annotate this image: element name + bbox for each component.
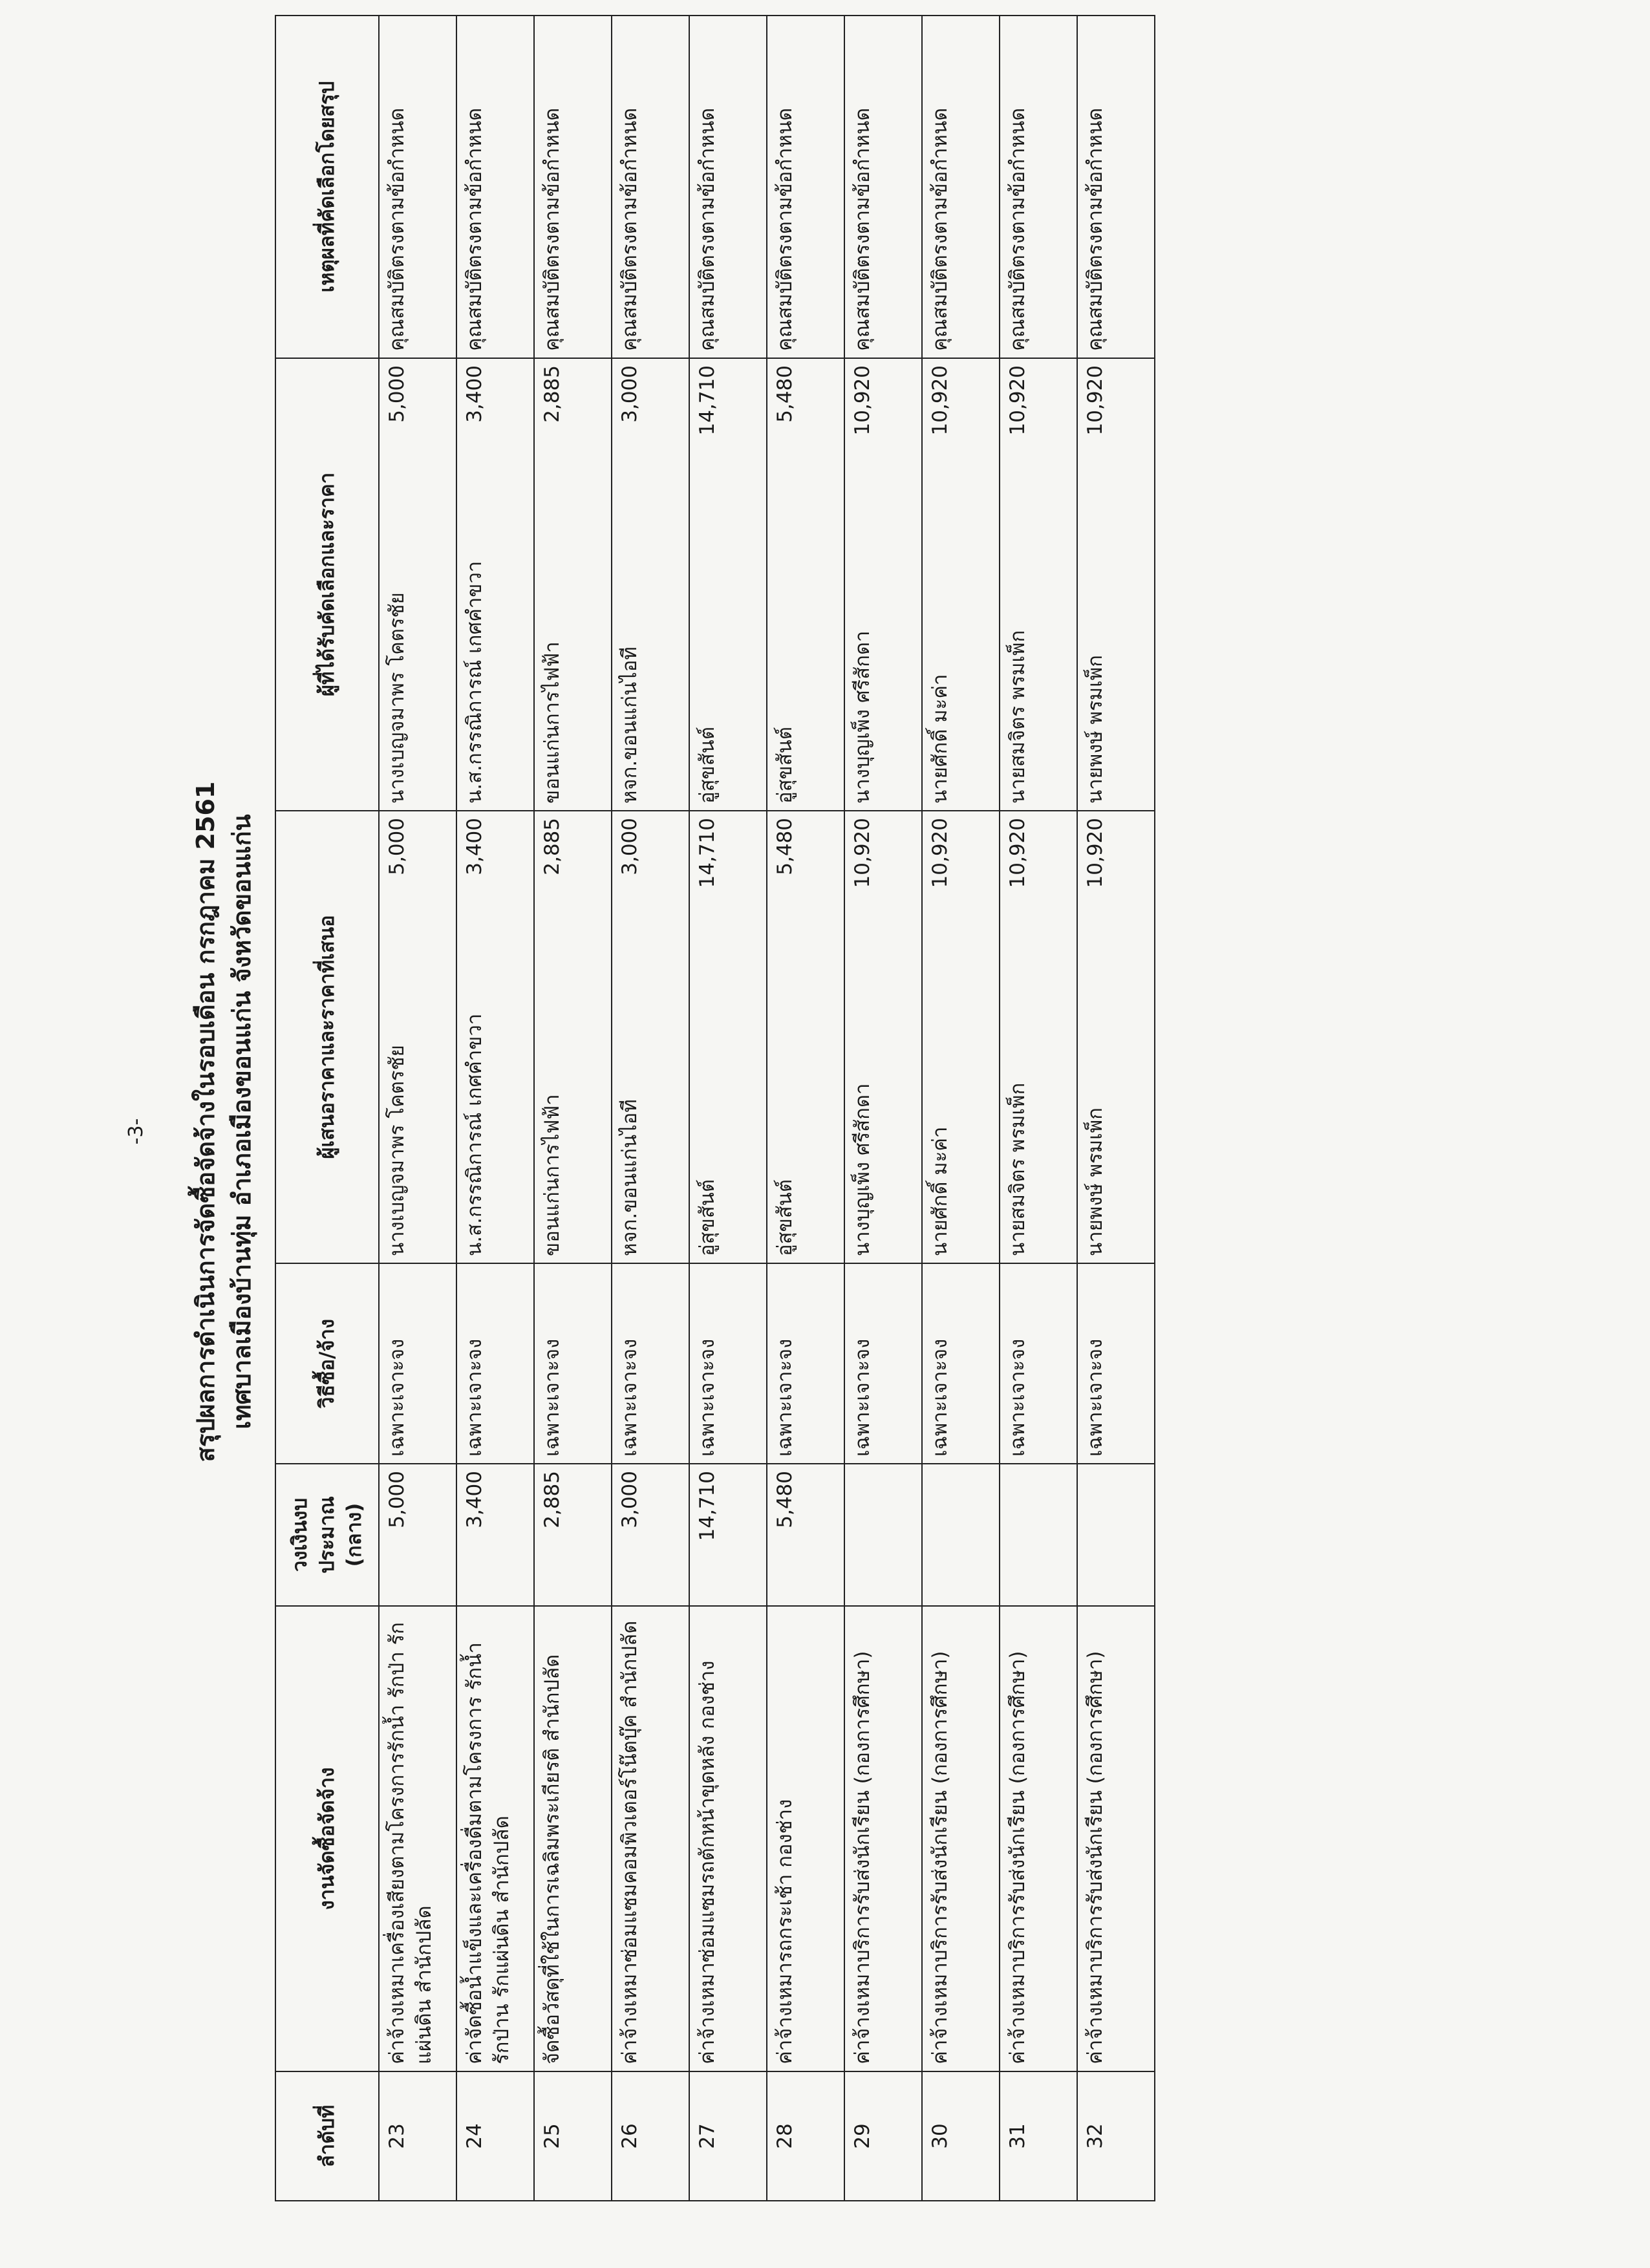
cell-reason (534, 16, 612, 358)
item-description: ค่าจ้างเหมาเครื่องเสียงตามโครงการรักน้ำ รักป่า รักแผ่นดิน สำนักปลัด (385, 1622, 436, 2064)
cell-no (922, 2071, 1000, 2201)
cell-reason (922, 16, 1000, 358)
budget-value: 14,710 (696, 1471, 719, 1541)
cell-reason (379, 16, 456, 358)
cell-bidder (689, 811, 767, 1263)
cell-method (844, 1263, 922, 1464)
budget-value: 3,400 (463, 1471, 486, 1528)
cell-method (689, 1263, 767, 1464)
cell-item (922, 1606, 1000, 2071)
cell-no (1077, 2071, 1155, 2201)
table-row (534, 16, 612, 2201)
cell-reason (1077, 16, 1155, 358)
cell-method (922, 1263, 1000, 1464)
table-row (767, 16, 844, 2201)
budget-value: 5,480 (773, 1471, 797, 1528)
win-price: 14,710 (696, 365, 719, 436)
item-description: ค่าจัดซื้อน้ำแข็งและเครื่องดื่มตามโครงการ รักน้ำ รักป่าน รักแผ่นดิน สำนักปลัด (463, 1642, 513, 2064)
cell-budget (456, 1464, 534, 1606)
method-value: เฉพาะเจาะจง (1084, 1338, 1107, 1457)
row-number: 27 (696, 2123, 719, 2149)
cell-no (689, 2071, 767, 2201)
item-description: ค่าจ้างเหมาซ่อมแซมคอมพิวเตอร์โน๊ตบุ๊ค สำนักปลัด (618, 1620, 641, 2064)
cell-budget (844, 1464, 922, 1606)
bidder-name: นายศักดิ์ มะค่า (928, 1126, 952, 1256)
method-value: เฉพาะเจาะจง (385, 1338, 409, 1457)
cell-item (534, 1606, 612, 2071)
row-number: 29 (851, 2123, 874, 2149)
cell-no (612, 2071, 689, 2201)
bidder-name: นางบุญเพ็ง ศรีสักดา (851, 1083, 874, 1256)
row-number: 23 (385, 2123, 409, 2149)
win-price: 3,000 (618, 365, 641, 423)
budget-value: 5,000 (385, 1471, 409, 1528)
cell-item (767, 1606, 844, 2071)
table-body (379, 16, 1155, 2201)
row-number: 28 (773, 2123, 797, 2149)
cell-winner (1077, 358, 1155, 811)
method-value: เฉพาะเจาะจง (618, 1338, 641, 1457)
method-value: เฉพาะเจาะจง (773, 1338, 797, 1457)
item-description: ค่าจ้างเหมาบริการรับส่งนักเรียน (กองการศึกษา) (1006, 1651, 1029, 2064)
cell-item (1000, 1606, 1077, 2071)
cell-budget (922, 1464, 1000, 1606)
cell-budget (1077, 1464, 1155, 1606)
reason-value: คุณสมบัติตรงตามข้อกำหนด (1006, 107, 1029, 351)
bid-price: 10,920 (1084, 818, 1107, 888)
header-budget: วงเงินงบประมาณ (กลาง) (275, 1464, 379, 1606)
bid-price: 10,920 (851, 818, 874, 888)
title-block (188, 16, 272, 2227)
document-subtitle: เทศบาลเมืองบ้านทุ่ม อำเภอเมืองขอนแก่น จังหวัดขอนแก่น (228, 814, 256, 1429)
procurement-table-wrap (275, 16, 1155, 2201)
win-price: 10,920 (851, 365, 874, 436)
cell-winner (844, 358, 922, 811)
table-row (1000, 16, 1077, 2201)
win-price: 10,920 (1084, 365, 1107, 436)
cell-bidder (379, 811, 456, 1263)
cell-winner (1000, 358, 1077, 811)
table-row (456, 16, 534, 2201)
cell-method (612, 1263, 689, 1464)
page-number: -3- (124, 1118, 147, 1145)
winner-name: ขอนแก่นการไฟฟ้า (541, 641, 564, 804)
winner-name: น.ส.กรรณิการณ์ เกศคำขวา (463, 561, 486, 804)
win-price: 10,920 (928, 365, 952, 436)
header-winner: ผู้ที่ได้รับคัดเลือกและราคา (275, 358, 379, 811)
header-method: วิธีซื้อ/จ้าง (275, 1263, 379, 1464)
item-description: ค่าจ้างเหมาบริการรับส่งนักเรียน (กองการศึกษา) (928, 1651, 952, 2064)
cell-reason (612, 16, 689, 358)
cell-no (456, 2071, 534, 2201)
bid-price: 3,400 (463, 818, 486, 875)
cell-bidder (612, 811, 689, 1263)
winner-name: อู่สุขสันต์ (696, 727, 719, 804)
cell-reason (767, 16, 844, 358)
header-bidders: ผู้เสนอราคาและราคาที่เสนอ (275, 811, 379, 1263)
item-description: ค่าจ้างเหมาบริการรับส่งนักเรียน (กองการศึกษา) (1084, 1651, 1107, 2064)
cell-bidder (1000, 811, 1077, 1263)
win-price: 10,920 (1006, 365, 1029, 436)
table-row (1077, 16, 1155, 2201)
cell-item (612, 1606, 689, 2071)
bid-price: 2,885 (541, 818, 564, 875)
bidder-name: นางเบญจมาพร โคตรชัย (385, 1045, 409, 1256)
table-header-row (275, 16, 379, 2201)
bid-price: 5,480 (773, 818, 797, 875)
bidder-name: นายพงษ์ พรมเพ็ก (1084, 1107, 1107, 1256)
bidder-name: ขอนแก่นการไฟฟ้า (541, 1094, 564, 1256)
bidder-name: หจก.ขอนแก่นไอที (618, 1099, 641, 1256)
cell-reason (456, 16, 534, 358)
method-value: เฉพาะเจาะจง (463, 1338, 486, 1457)
bid-price: 10,920 (1006, 818, 1029, 888)
winner-name: หจก.ขอนแก่นไอที (618, 647, 641, 804)
row-number: 32 (1084, 2123, 1107, 2149)
cell-bidder (534, 811, 612, 1263)
bid-price: 5,000 (385, 818, 409, 875)
cell-budget (612, 1464, 689, 1606)
reason-value: คุณสมบัติตรงตามข้อกำหนด (773, 107, 797, 351)
document-title: สรุปผลการดำเนินการจัดซื้อจัดจ้างในรอบเดือน กรกฎาคม 2561 (191, 781, 220, 1462)
bid-price: 14,710 (696, 818, 719, 888)
cell-no (379, 2071, 456, 2201)
cell-budget (689, 1464, 767, 1606)
bidder-name: น.ส.กรรณิการณ์ เกศคำขวา (463, 1013, 486, 1256)
table-row (612, 16, 689, 2201)
row-number: 30 (928, 2123, 952, 2149)
cell-winner (612, 358, 689, 811)
winner-name: นางเบญจมาพร โคตรชัย (385, 592, 409, 804)
cell-bidder (456, 811, 534, 1263)
reason-value: คุณสมบัติตรงตามข้อกำหนด (928, 107, 952, 351)
winner-name: อู่สุขสันต์ (773, 727, 797, 804)
cell-method (379, 1263, 456, 1464)
bidder-name: นายสมจิตร พรมเพ็ก (1006, 1082, 1029, 1256)
procurement-table (275, 15, 1155, 2201)
cell-bidder (922, 811, 1000, 1263)
cell-reason (1000, 16, 1077, 358)
cell-item (456, 1606, 534, 2071)
cell-item (379, 1606, 456, 2071)
cell-budget (534, 1464, 612, 1606)
method-value: เฉพาะเจาะจง (696, 1338, 719, 1457)
cell-method (767, 1263, 844, 1464)
win-price: 5,480 (773, 365, 797, 423)
row-number: 31 (1006, 2123, 1029, 2149)
row-number: 26 (618, 2123, 641, 2149)
cell-method (1000, 1263, 1077, 1464)
item-description: ค่าจ้างเหมาซ่อมแซมรถตักหน้าขุดหลัง กองช่าง (696, 1660, 719, 2064)
item-description: ค่าจ้างเหมารถกระเช้า กองช่าง (773, 1799, 797, 2064)
win-price: 2,885 (541, 365, 564, 423)
item-description: จัดซื้อวัสดุที่ใช้ในการเฉลิมพระเกียรติ สำนักปลัด (541, 1654, 564, 2064)
reason-value: คุณสมบัติตรงตามข้อกำหนด (851, 107, 874, 351)
reason-value: คุณสมบัติตรงตามข้อกำหนด (541, 107, 564, 351)
budget-value: 2,885 (541, 1471, 564, 1528)
cell-item (1077, 1606, 1155, 2071)
cell-no (1000, 2071, 1077, 2201)
winner-name: นายสมจิตร พรมเพ็ก (1006, 630, 1029, 804)
cell-winner (922, 358, 1000, 811)
cell-bidder (844, 811, 922, 1263)
cell-item (844, 1606, 922, 2071)
cell-reason (689, 16, 767, 358)
cell-no (767, 2071, 844, 2201)
table-row (922, 16, 1000, 2201)
cell-bidder (767, 811, 844, 1263)
method-value: เฉพาะเจาะจง (851, 1338, 874, 1457)
bid-price: 3,000 (618, 818, 641, 875)
cell-method (534, 1263, 612, 1464)
bidder-name: อู่สุขสันต์ (773, 1179, 797, 1256)
cell-no (844, 2071, 922, 2201)
table-row (844, 16, 922, 2201)
method-value: เฉพาะเจาะจง (928, 1338, 952, 1457)
header-reason: เหตุผลที่คัดเลือกโดยสรุป (275, 16, 379, 358)
reason-value: คุณสมบัติตรงตามข้อกำหนด (696, 107, 719, 351)
winner-name: นายพงษ์ พรมเพ็ก (1084, 655, 1107, 804)
cell-winner (689, 358, 767, 811)
winner-name: นางบุญเพ็ง ศรีสักดา (851, 630, 874, 804)
table-row (689, 16, 767, 2201)
row-number: 25 (541, 2123, 564, 2149)
bid-price: 10,920 (928, 818, 952, 888)
reason-value: คุณสมบัติตรงตามข้อกำหนด (1084, 107, 1107, 351)
header-item: งานจัดซื้อจัดจ้าง (275, 1606, 379, 2071)
bidder-name: อู่สุขสันต์ (696, 1179, 719, 1256)
win-price: 3,400 (463, 365, 486, 423)
method-value: เฉพาะเจาะจง (1006, 1338, 1029, 1457)
rotated-document (188, 16, 1616, 2227)
cell-winner (379, 358, 456, 811)
win-price: 5,000 (385, 365, 409, 423)
method-value: เฉพาะเจาะจง (541, 1338, 564, 1457)
item-description: ค่าจ้างเหมาบริการรับส่งนักเรียน (กองการศึกษา) (851, 1651, 874, 2064)
cell-bidder (1077, 811, 1155, 1263)
header-no: ลำดับที่ (275, 2071, 379, 2201)
cell-winner (534, 358, 612, 811)
row-number: 24 (463, 2123, 486, 2149)
cell-budget (1000, 1464, 1077, 1606)
cell-no (534, 2071, 612, 2201)
reason-value: คุณสมบัติตรงตามข้อกำหนด (618, 107, 641, 351)
winner-name: นายศักดิ์ มะค่า (928, 674, 952, 804)
cell-method (1077, 1263, 1155, 1464)
table-row (379, 16, 456, 2201)
cell-winner (456, 358, 534, 811)
cell-reason (844, 16, 922, 358)
cell-item (689, 1606, 767, 2071)
cell-method (456, 1263, 534, 1464)
budget-value: 3,000 (618, 1471, 641, 1528)
reason-value: คุณสมบัติตรงตามข้อกำหนด (463, 107, 486, 351)
reason-value: คุณสมบัติตรงตามข้อกำหนด (385, 107, 409, 351)
cell-budget (767, 1464, 844, 1606)
cell-budget (379, 1464, 456, 1606)
cell-winner (767, 358, 844, 811)
